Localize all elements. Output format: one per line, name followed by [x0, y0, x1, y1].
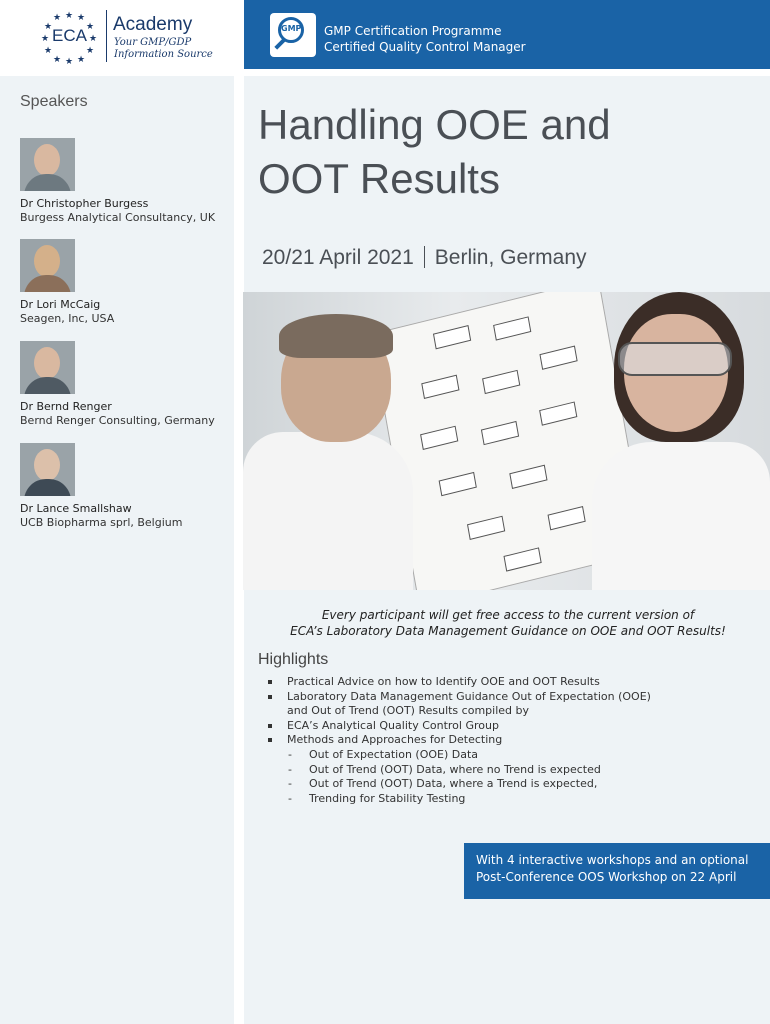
list-subitem: - Out of Trend (OOT) Data, where a Trend is expected,: [288, 777, 598, 791]
logo-tagline-1: Your GMP/GDP: [114, 37, 192, 48]
logo-divider: [106, 10, 107, 62]
list-subitem: - Out of Trend (OOT) Data, where no Trend is expected: [288, 762, 601, 776]
gmp-magnifier-icon: [270, 13, 316, 57]
bullet-icon: [268, 724, 272, 728]
svg-text:★: ★: [77, 13, 86, 23]
speaker-org: Seagen, Inc, USA: [20, 312, 115, 325]
speaker-name: Dr Christopher Burgess: [20, 197, 149, 210]
speaker-photo: [20, 239, 75, 292]
callout-line-1: With 4 interactive workshops and an optional: [476, 853, 749, 867]
programme-name: GMP Certification Programme: [324, 24, 502, 38]
svg-text:★: ★: [44, 46, 53, 56]
gmp-badge-text: GMP: [281, 24, 302, 33]
svg-text:★: ★: [86, 22, 95, 32]
title-line-2: OOT Results: [258, 155, 500, 202]
title-line-1: Handling OOE and: [258, 101, 611, 148]
bullet-icon: [268, 738, 272, 742]
logo-eca-text: ECA: [52, 26, 87, 45]
date-separator: [424, 246, 425, 268]
svg-text:★: ★: [65, 11, 74, 21]
highlights-list: [268, 675, 748, 806]
scientist-man-figure: [243, 312, 413, 590]
speaker-name: Dr Lance Smallshaw: [20, 502, 132, 515]
svg-text:★: ★: [86, 46, 95, 56]
speaker-org: Bernd Renger Consulting, Germany: [20, 414, 215, 427]
free-access-note: [258, 607, 758, 639]
programme-header: [244, 0, 770, 69]
event-date: 20/21 April 2021: [262, 246, 414, 269]
speaker-org: Burgess Analytical Consultancy, UK: [20, 211, 216, 224]
bullet-icon: [268, 695, 272, 699]
list-item: ECA’s Analytical Quality Control Group: [268, 719, 748, 734]
programme-subtitle: Certified Quality Control Manager: [324, 40, 526, 54]
speaker-org: UCB Biopharma sprl, Belgium: [20, 516, 183, 529]
svg-text:★: ★: [44, 22, 53, 32]
list-item: Methods and Approaches for Detecting: [268, 733, 748, 748]
list-subitem: - Out of Expectation (OOE) Data: [288, 747, 479, 761]
bullet-icon: [268, 680, 272, 684]
page-title: [258, 98, 758, 206]
speaker-photo: [20, 138, 75, 191]
svg-text:★: ★: [53, 13, 62, 23]
speaker-card: [20, 239, 234, 326]
hero-photo: [243, 292, 770, 590]
workshop-callout: [464, 843, 770, 899]
logo-academy-text: Academy: [113, 14, 193, 35]
note-line-2: ECA’s Laboratory Data Management Guidance on OOE and OOT Results!: [290, 624, 726, 638]
list-subitem: - Trending for Stability Testing: [288, 791, 466, 805]
list-item-continuation: and Out of Trend (OOT) Results compiled by: [287, 704, 529, 718]
speaker-card: [20, 341, 234, 428]
highlights-heading: Highlights: [258, 651, 329, 668]
note-line-1: Every participant will get free access to the current version of: [321, 608, 695, 622]
scientist-woman-figure: [588, 292, 770, 590]
speakers-heading: Speakers: [20, 93, 88, 110]
svg-text:★: ★: [41, 34, 50, 44]
speaker-photo: [20, 443, 75, 496]
speaker-photo: [20, 341, 75, 394]
logo-tagline-2: Information Source: [114, 49, 213, 60]
speaker-name: Dr Bernd Renger: [20, 400, 112, 413]
speaker-name: Dr Lori McCaig: [20, 298, 101, 311]
svg-text:★: ★: [89, 34, 98, 44]
speaker-card: [20, 443, 234, 530]
list-item: Practical Advice on how to Identify OOE and OOT Results: [268, 675, 748, 690]
eca-academy-logo: [0, 0, 240, 70]
callout-line-2: Post-Conference OOS Workshop on 22 April: [476, 870, 737, 884]
svg-text:★: ★: [65, 57, 74, 64]
event-date-location: [262, 246, 587, 270]
svg-text:★: ★: [53, 55, 62, 64]
svg-text:★: ★: [77, 55, 86, 64]
event-location: Berlin, Germany: [434, 246, 587, 269]
speaker-card: [20, 138, 234, 225]
list-item: Laboratory Data Management Guidance Out of Expectation (OOE) and Out of Trend (OOT) Results compiled by: [268, 690, 748, 719]
